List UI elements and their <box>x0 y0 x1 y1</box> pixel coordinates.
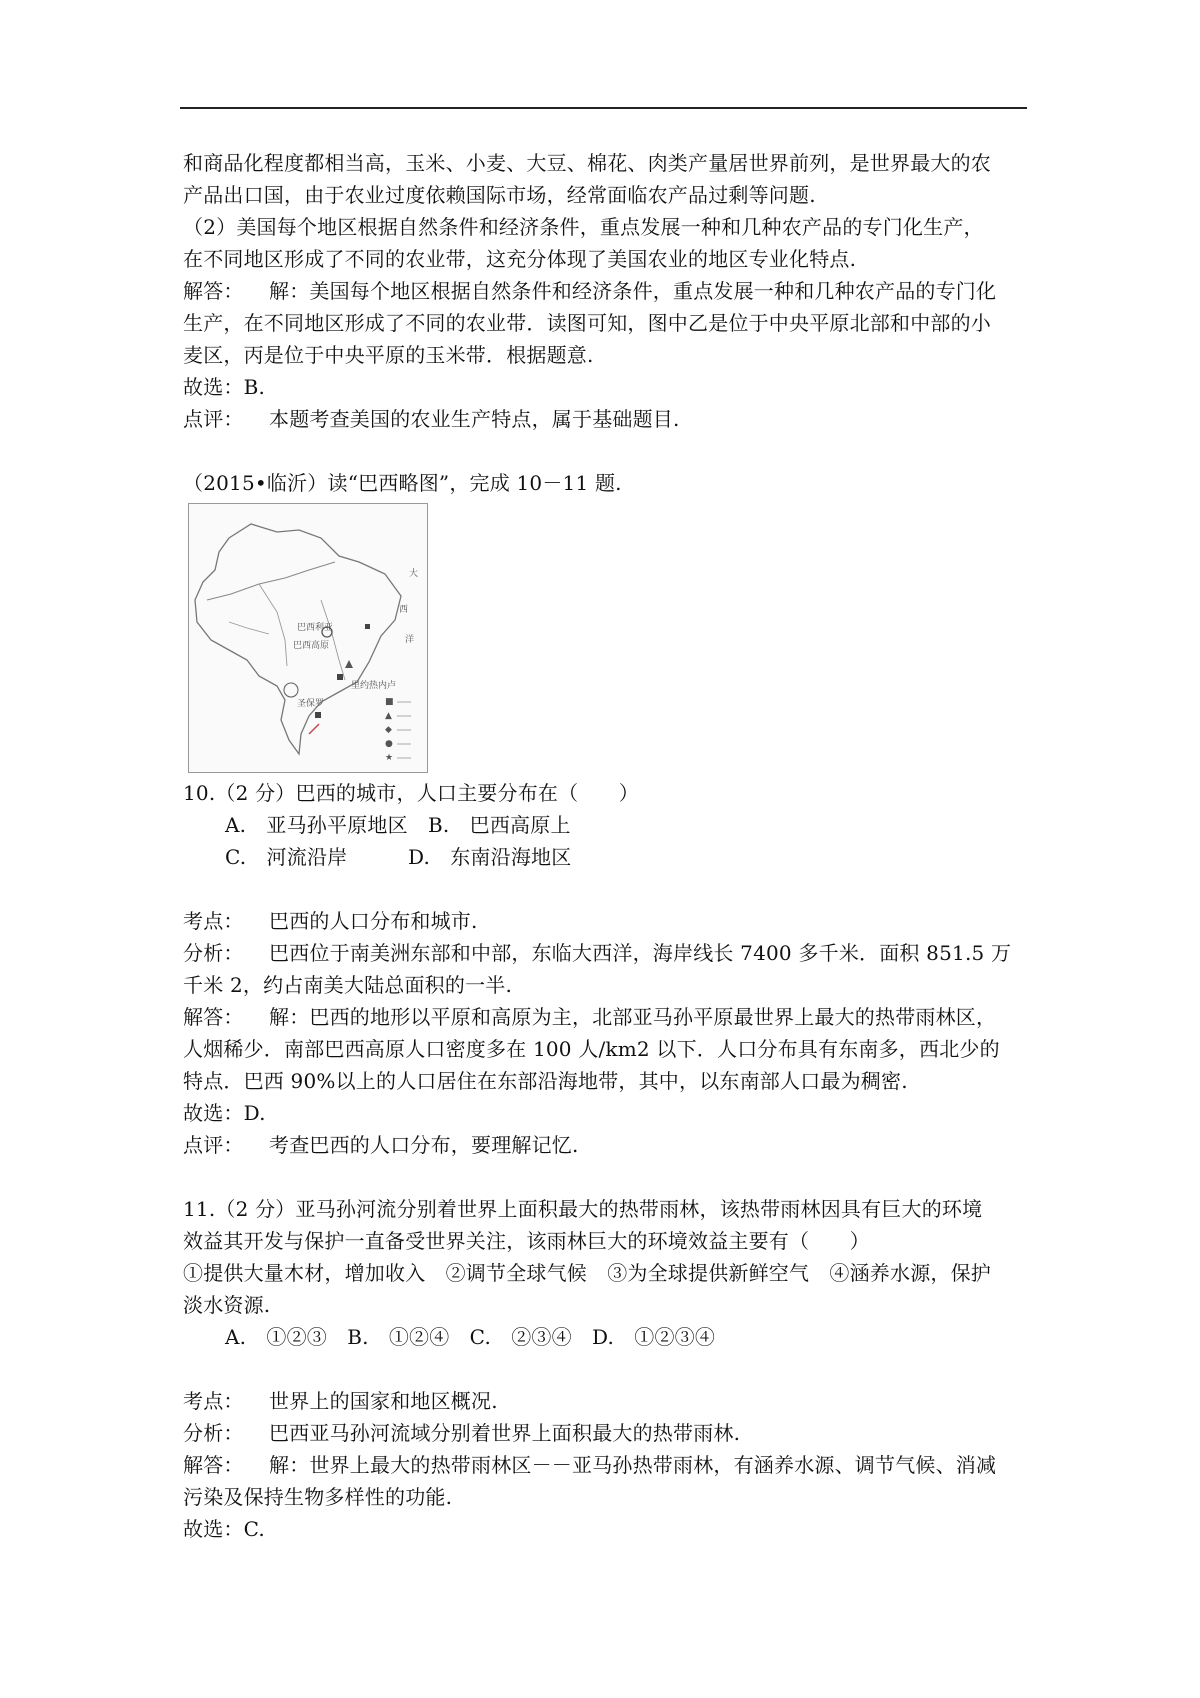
map-label: 圣保罗 <box>297 699 325 709</box>
choice-line: 故选：C. <box>183 1517 265 1541</box>
answer-line <box>183 1001 1028 1033</box>
legend-symbol: ▲ <box>385 711 392 721</box>
analysis-tag: 分析： <box>183 941 244 965</box>
question-11-options: A. ①②③ B. ①②④ C. ②③④ D. ①②③④ <box>225 1325 716 1349</box>
answer-tag: 解答： <box>183 1005 244 1029</box>
comment-text: 本题考查美国的农业生产特点，属于基础题目. <box>269 407 680 431</box>
city-marker <box>337 674 343 680</box>
point-line <box>183 1385 1028 1417</box>
question-11-stem: 淡水资源. <box>183 1293 271 1317</box>
text-line: 人烟稀少．南部巴西高原人口密度多在 100 人/km2 以下．人口分布具有东南多，西北少的 <box>183 1037 1000 1061</box>
brazil-map <box>188 503 428 773</box>
choice-line: 故选：D. <box>183 1101 266 1125</box>
map-label: 大 <box>409 569 419 579</box>
point-text: 巴西的人口分布和城市. <box>269 909 478 933</box>
analysis-text: 巴西位于南美洲东部和中部，东临大西洋，海岸线长 7400 多千米．面积 851.5 万 <box>269 941 1012 965</box>
river <box>259 584 287 666</box>
map-label: 巴西高原 <box>293 641 330 651</box>
legend-symbol: ◆ <box>385 725 392 735</box>
legend-symbol: ● <box>385 739 393 749</box>
document-page <box>183 147 1028 1545</box>
map-label: 里约热内卢 <box>351 681 397 691</box>
text-line: 产品出口国，由于农业过度依赖国际市场，经常面临农产品过剩等问题. <box>183 183 816 207</box>
question-10-options: C. 河流沿岸 D. 东南沿海地区 <box>225 845 572 869</box>
city-marker <box>315 712 321 718</box>
legend-symbol: ■ <box>385 697 394 707</box>
point-tag: 考点： <box>183 909 244 933</box>
comment-line <box>183 403 1028 435</box>
text-line: （2）美国每个地区根据自然条件和经济条件，重点发展一种和几种农产品的专门化生产， <box>183 215 984 239</box>
amazon-river <box>207 562 335 600</box>
comment-tag: 点评： <box>183 1133 244 1157</box>
section-intro: （2015•临沂）读“巴西略图”，完成 10－11 题. <box>183 471 622 495</box>
text-line: 污染及保持生物多样性的功能. <box>183 1485 453 1509</box>
spacer <box>183 873 1028 905</box>
legend-symbol: ★ <box>385 753 394 763</box>
header-rule <box>180 107 1027 109</box>
city-marker <box>345 660 353 668</box>
question-10-stem: 10.（2 分）巴西的城市，人口主要分布在（ ） <box>183 781 639 805</box>
point-line <box>183 905 1028 937</box>
answer-tag: 解答： <box>183 279 244 303</box>
question-10-options: A. 亚马孙平原地区 B. 巴西高原上 <box>225 813 571 837</box>
answer-text: 解：美国每个地区根据自然条件和经济条件，重点发展一种和几种农产品的专门化 <box>269 279 997 303</box>
text-line: 千米 2，约占南美大陆总面积的一半. <box>183 973 513 997</box>
spacer <box>183 1161 1028 1193</box>
river <box>321 600 345 680</box>
answer-text: 解：巴西的地形以平原和高原为主，北部亚马孙平原最世界上最大的热带雨林区， <box>269 1005 997 1029</box>
text-line: 麦区，丙是位于中央平原的玉米带．根据题意. <box>183 343 594 367</box>
answer-line <box>183 275 1028 307</box>
spacer <box>183 1353 1028 1385</box>
spacer <box>183 435 1028 467</box>
analysis-line <box>183 937 1028 969</box>
brazil-map-svg <box>189 504 427 772</box>
text-line: 生产，在不同地区形成了不同的农业带．读图可知，图中乙是位于中央平原北部和中部的小 <box>183 311 991 335</box>
river <box>229 622 269 634</box>
comment-text: 考查巴西的人口分布，要理解记忆. <box>269 1133 579 1157</box>
map-label: 西 <box>399 605 409 615</box>
choice-line: 故选：B. <box>183 375 266 399</box>
legend-lines <box>397 702 411 758</box>
comment-line <box>183 1129 1028 1161</box>
map-label: 巴西利亚 <box>297 623 334 633</box>
city-marker <box>284 683 298 697</box>
answer-line <box>183 1449 1028 1481</box>
coast-mark <box>309 724 319 734</box>
text-line: 特点．巴西 90%以上的人口居住在东部沿海地带，其中，以东南部人口最为稠密. <box>183 1069 908 1093</box>
city-marker <box>365 624 370 629</box>
question-11-stem: 11.（2 分）亚马孙河流分别着世界上面积最大的热带雨林，该热带雨林因具有巨大的环境 <box>183 1197 983 1221</box>
comment-tag: 点评： <box>183 407 244 431</box>
text-line: 在不同地区形成了不同的农业带，这充分体现了美国农业的地区专业化特点. <box>183 247 857 271</box>
answer-text: 解：世界上最大的热带雨林区－－亚马孙热带雨林，有涵养水源、调节气候、消减 <box>269 1453 997 1477</box>
map-label: 洋 <box>405 635 415 645</box>
question-11-stem: ①提供大量木材，增加收入 ②调节全球气候 ③为全球提供新鲜空气 ④涵养水源，保护 <box>183 1261 991 1285</box>
analysis-line <box>183 1417 1028 1449</box>
point-text: 世界上的国家和地区概况. <box>269 1389 498 1413</box>
text-line: 和商品化程度都相当高，玉米、小麦、大豆、棉花、肉类产量居世界前列，是世界最大的农 <box>183 151 991 175</box>
answer-tag: 解答： <box>183 1453 244 1477</box>
point-tag: 考点： <box>183 1389 244 1413</box>
analysis-text: 巴西亚马孙河流域分别着世界上面积最大的热带雨林. <box>269 1421 741 1445</box>
question-11-stem: 效益其开发与保护一直备受世界关注，该雨林巨大的环境效益主要有（ ） <box>183 1229 870 1253</box>
brazil-outline <box>195 524 401 754</box>
analysis-tag: 分析： <box>183 1421 244 1445</box>
